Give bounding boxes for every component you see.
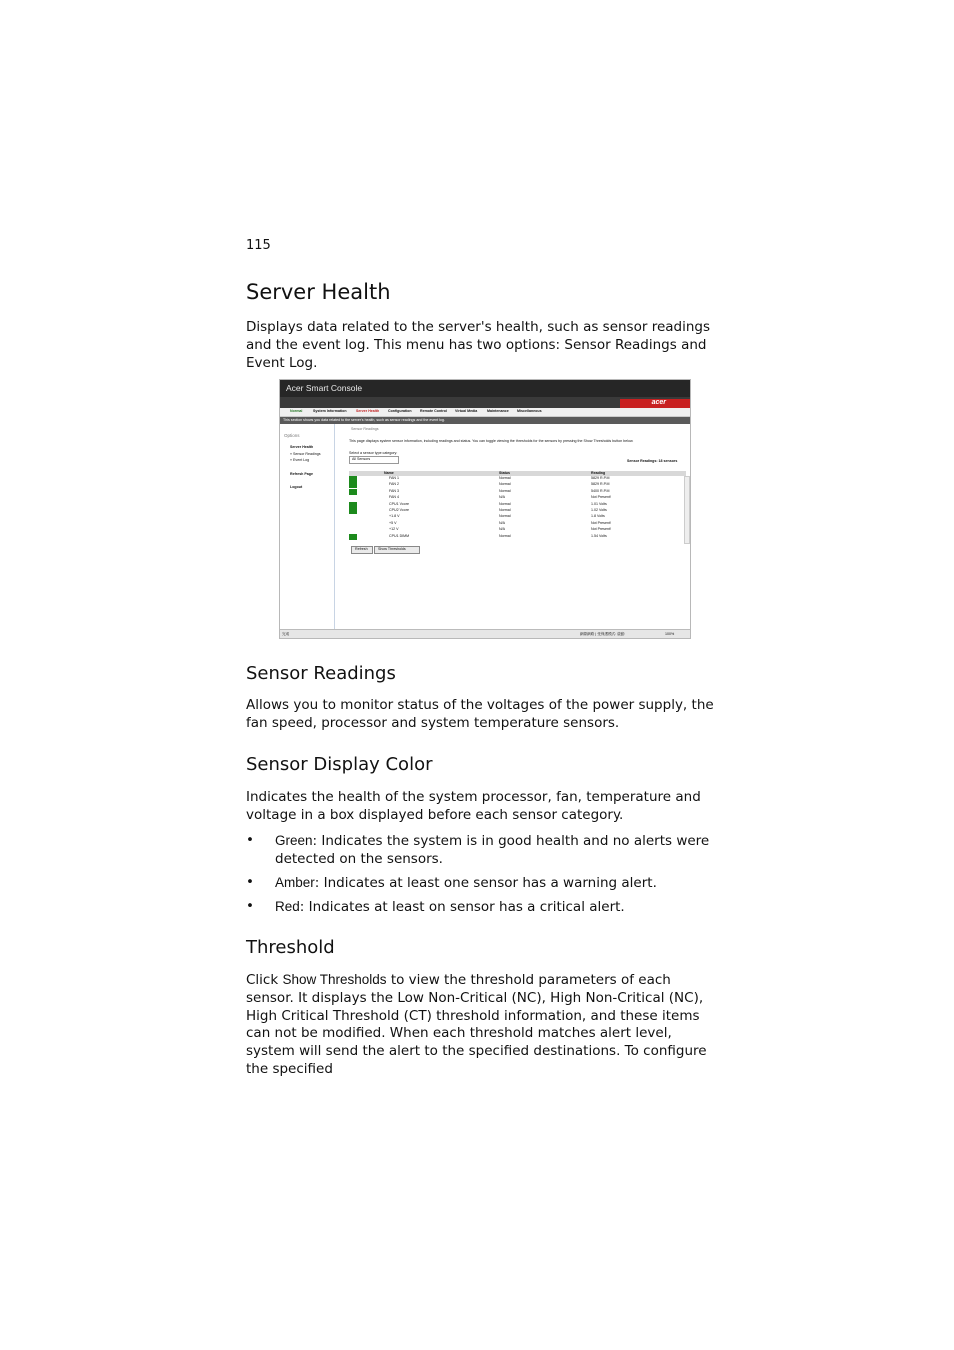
- term-red: Red: [275, 899, 300, 914]
- screenshot-menu-bar: [280, 408, 690, 417]
- sidebar-logout[interactable]: Logout: [290, 485, 303, 489]
- sensor-status-square: [349, 489, 357, 495]
- screenshot-titlebar: [280, 380, 690, 397]
- sensor-status: Normal: [499, 488, 511, 493]
- sensor-reading: Not Present!: [591, 527, 611, 532]
- menu-system-information[interactable]: System Information: [313, 409, 347, 413]
- sensor-readings-text: Allows you to monitor status of the voltages of the power supply, the fan speed, processor and system temperature sensors.: [246, 697, 714, 731]
- column-reading[interactable]: Reading: [591, 471, 606, 475]
- sensor-status: Normal: [499, 501, 511, 506]
- menu-virtual-media[interactable]: Virtual Media: [455, 409, 478, 413]
- sensor-status-square: [349, 482, 357, 488]
- sensor-readings-heading: Sensor Readings: [246, 663, 396, 684]
- bullet-red-text: : Indicates at least on sensor has a critical alert.: [299, 899, 625, 915]
- sensor-name: CPU1 Vcore: [389, 501, 409, 506]
- menu-server-health[interactable]: Server Health: [356, 409, 380, 413]
- acer-logo: acer: [651, 399, 666, 406]
- sensor-reading: 5829 R.P.M: [591, 476, 610, 480]
- sensor-name: FAN 2: [389, 482, 399, 487]
- menu-configuration[interactable]: Configuration: [388, 409, 412, 413]
- menu-miscellaneous[interactable]: Miscellaneous: [517, 409, 542, 413]
- sensor-type-select-value: All Sensors: [352, 457, 371, 461]
- sensor-status: N/A: [499, 520, 505, 525]
- screenshot-description-bar: [280, 417, 690, 424]
- sensor-status: Normal: [499, 533, 511, 538]
- page-title: Server Health: [246, 280, 391, 304]
- screenshot-figure: [279, 379, 691, 639]
- table-row: [349, 482, 684, 488]
- status-zoom: 100%: [665, 632, 675, 636]
- table-scrollbar[interactable]: [684, 476, 690, 544]
- term-green: Green: [275, 833, 313, 848]
- threshold-pre: Click: [246, 972, 283, 988]
- column-status[interactable]: Status: [499, 471, 510, 475]
- sensor-status-square: [349, 534, 357, 540]
- table-row: [349, 527, 684, 533]
- table-row: [349, 489, 684, 495]
- sensor-status: Normal: [499, 482, 511, 487]
- screenshot-window-title: Acer Smart Console: [286, 383, 363, 393]
- sensor-status: Normal: [499, 508, 511, 512]
- screenshot-description: This section shows you data related to the server's health, such as sensor readings and the event log.: [283, 418, 445, 422]
- sensor-status: N/A: [499, 495, 505, 500]
- table-row: [349, 534, 684, 540]
- menu-normal[interactable]: Normal: [290, 409, 303, 413]
- table-row: [349, 521, 684, 527]
- column-name[interactable]: Name: [384, 471, 394, 475]
- sensor-status: Normal: [499, 514, 511, 519]
- sensor-reading: 1.02 Volts: [591, 508, 607, 512]
- sensor-name: CPU1 DIMM: [389, 533, 410, 538]
- sidebar-sensor-readings[interactable]: » Sensor Readings: [290, 452, 321, 456]
- sensor-status-square: [349, 502, 357, 508]
- sensor-type-select[interactable]: [349, 456, 399, 464]
- sensor-status: N/A: [499, 527, 505, 532]
- sensor-reading: 1.8 Volts: [591, 514, 605, 519]
- status-left: 完成: [282, 632, 290, 636]
- sensor-reading: 5400 R.P.M: [591, 488, 610, 493]
- panel-title: Sensor Readings: [351, 427, 379, 431]
- show-thresholds-button[interactable]: [374, 546, 420, 554]
- term-show-thresholds: Show Thresholds: [282, 972, 387, 987]
- threshold-heading: Threshold: [246, 937, 335, 958]
- panel-text: This page displays system sensor information, including readings and status. You can toggle viewing the thresholds for the sensors by pressing the Show Thresholds button below.: [349, 439, 634, 443]
- threshold-text: [246, 971, 722, 1079]
- table-row: [349, 495, 684, 501]
- refresh-button-label: Refresh: [355, 547, 368, 551]
- table-row: [349, 514, 684, 520]
- sensor-name: +5 V: [389, 520, 397, 525]
- sidebar-options-label: Options: [284, 433, 300, 438]
- refresh-button[interactable]: [351, 546, 373, 554]
- term-amber: Amber: [275, 875, 315, 890]
- screenshot-brand-band: [280, 397, 690, 408]
- sensor-display-color-text: Indicates the health of the system processor, fan, temperature and voltage in a box displayed before each sensor category.: [246, 789, 701, 823]
- page-number: 115: [246, 238, 271, 253]
- select-label: Select a sensor type category:: [349, 451, 398, 455]
- sensor-name: CPU2 Vcore: [389, 508, 409, 512]
- screenshot-main-panel: [335, 424, 690, 629]
- sensor-reading: Not Present!: [591, 520, 611, 525]
- table-row: [349, 508, 684, 514]
- sensor-reading: 5829 R.P.M: [591, 482, 610, 487]
- status-mid: 網際網路 | 受保護模式: 啟動: [580, 632, 625, 636]
- sensor-status-square: [349, 508, 357, 514]
- sensor-name: FAN 1: [389, 476, 399, 480]
- sensor-status: Normal: [499, 476, 511, 480]
- sensor-count: Sensor Readings: 18 sensors: [627, 459, 678, 463]
- screenshot-status-bar: [280, 629, 690, 639]
- sensor-name: +1.8 V: [389, 514, 400, 519]
- sidebar-event-log[interactable]: » Event Log: [290, 458, 310, 462]
- sensor-name: FAN 3: [389, 488, 399, 493]
- bullet-green-text: : Indicates the system is in good health and no alerts were detected on the sensors.: [275, 833, 710, 867]
- show-thresholds-button-label: Show Thresholds: [378, 547, 406, 551]
- bullet-amber-text: : Indicates at least one sensor has a warning alert.: [314, 875, 657, 891]
- sidebar-refresh-page[interactable]: Refresh Page: [290, 472, 313, 476]
- sensor-name: FAN 4: [389, 495, 399, 500]
- sensor-status-square: [349, 476, 357, 482]
- sensor-name: +12 V: [389, 527, 399, 532]
- sensor-reading: 1.01 Volts: [591, 501, 607, 506]
- table-row: [349, 502, 684, 508]
- menu-maintenance[interactable]: Maintenance: [487, 409, 509, 413]
- sensor-reading: Not Present!: [591, 495, 611, 500]
- sensor-reading: 1.54 Volts: [591, 533, 607, 538]
- sensor-display-color-heading: Sensor Display Color: [246, 754, 433, 775]
- screenshot-sidebar: [280, 424, 335, 629]
- intro-paragraph: Displays data related to the server's health, such as sensor readings and the event log. This menu has two options: Sensor Readings and Event Log.: [246, 319, 711, 371]
- sidebar-server-health[interactable]: Server Health: [290, 445, 314, 449]
- table-row: [349, 476, 684, 482]
- menu-remote-control[interactable]: Remote Control: [420, 409, 447, 413]
- threshold-body: to view the threshold parameters of each sensor. It displays the Low Non-Critical (NC), High Non-Critical (NC), High Critical Threshold (CT) threshold information, and these items can not be modified. When each threshold matches alert level, system will send the alert to the specified destinations. To configure the specified: [246, 972, 707, 1077]
